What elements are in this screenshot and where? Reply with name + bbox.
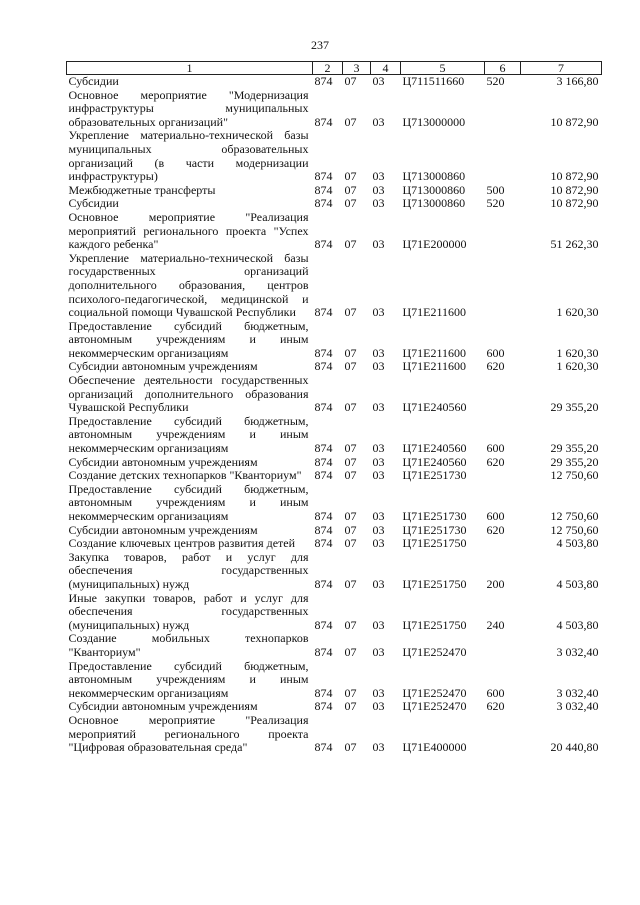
table-row (67, 252, 602, 320)
row-ministry-cell: 874 (314, 182, 333, 197)
row-ministry-cell: 874 (314, 509, 333, 523)
row-section-cell: 07 (344, 74, 357, 88)
column-header-expense-type: 6 (485, 62, 521, 75)
row-subsection-cell: 03 (372, 182, 385, 197)
row-expense-type-cell (485, 537, 521, 551)
row-ministry-cell: 874 (314, 522, 333, 537)
row-subsection-cell: 03 (372, 617, 385, 632)
row-target-item-cell: Ц71Е251750 (402, 536, 467, 551)
row-name-cell: Субсидии (68, 196, 119, 211)
row-amount-cell: 12 750,60 (550, 468, 599, 483)
row-amount-cell: 1 620,30 (556, 345, 599, 360)
row-section-cell: 07 (344, 441, 357, 456)
row-subsection-cell: 03 (372, 114, 385, 129)
table-row (67, 75, 602, 89)
row-amount-cell: 20 440,80 (550, 740, 599, 755)
row-name-cell: Предоставление субсидий бюджетным, автономным учреждениям и иным некоммерческим организациям (68, 318, 309, 360)
row-name-cell: Иные закупки товаров, работ и услуг для обеспечения государственных (муниципальных) нужд (68, 590, 309, 632)
row-section-cell: 07 (344, 576, 357, 591)
table-header (67, 62, 602, 75)
row-target-item-cell: Ц71Е240560 (402, 454, 467, 469)
column-header-section: 3 (343, 62, 371, 75)
row-target-item-cell: Ц71Е240560 (402, 441, 467, 456)
row-name-cell: Основное мероприятие "Модернизация инфраструктуры муниципальных образовательных организаций" (68, 87, 309, 129)
row-amount-cell: 10 872,90 (550, 182, 599, 197)
table-row (67, 374, 602, 415)
row-ministry-cell: 874 (314, 169, 333, 184)
row-name-cell: Субсидии автономным учреждениям (68, 454, 258, 469)
row-subsection-cell: 03 (372, 576, 385, 591)
row-name-cell: Предоставление субсидий бюджетным, автономным учреждениям и иным некоммерческим организациям (68, 658, 309, 700)
row-ministry-cell: 874 (314, 685, 333, 700)
row-section-cell: 07 (344, 685, 357, 700)
row-ministry-cell: 874 (314, 468, 333, 483)
column-header-amount: 7 (521, 62, 602, 75)
row-subsection-cell: 03 (372, 454, 385, 469)
row-section-cell: 07 (344, 740, 357, 755)
row-ministry-cell: 874 (314, 740, 333, 755)
row-expense-type-cell: 620 (486, 699, 505, 714)
table-body (67, 75, 602, 755)
row-name-cell: Создание детских технопарков "Кванториум" (68, 468, 302, 483)
table-row (67, 184, 602, 198)
column-header-name: 1 (67, 62, 313, 75)
column-header-ministry: 2 (313, 62, 343, 75)
row-expense-type-cell: 620 (486, 454, 505, 469)
budget-table (66, 61, 602, 755)
row-section-cell: 07 (344, 305, 357, 320)
row-ministry-cell: 874 (314, 114, 333, 129)
row-section-cell: 07 (344, 699, 357, 714)
row-target-item-cell: Ц71Е251750 (402, 576, 467, 591)
row-subsection-cell: 03 (372, 522, 385, 537)
row-expense-type-cell: 600 (486, 345, 505, 360)
row-target-item-cell: Ц71Е251750 (402, 617, 467, 632)
row-section-cell: 07 (344, 400, 357, 415)
row-name-cell: Создание ключевых центров развития детей (68, 536, 296, 551)
row-ministry-cell: 874 (314, 699, 333, 714)
table-row (67, 89, 602, 130)
row-expense-type-cell (485, 632, 521, 659)
row-section-cell: 07 (344, 454, 357, 469)
table-row (67, 456, 602, 470)
row-section-cell: 07 (344, 182, 357, 197)
row-ministry-cell: 874 (314, 359, 333, 374)
row-target-item-cell: Ц711511660 (402, 74, 465, 88)
table-row (67, 360, 602, 374)
row-target-item-cell: Ц71Е251730 (402, 522, 467, 537)
header-row (67, 62, 602, 75)
row-ministry-cell: 874 (314, 441, 333, 456)
table-row (67, 483, 602, 524)
row-name-cell: Предоставление субсидий бюджетным, автономным учреждениям и иным некоммерческим организациям (68, 481, 309, 523)
row-amount-cell: 10 872,90 (550, 196, 599, 211)
row-subsection-cell: 03 (372, 441, 385, 456)
row-ministry-cell: 874 (314, 345, 333, 360)
row-subsection-cell: 03 (372, 196, 385, 211)
row-expense-type-cell (485, 252, 521, 320)
row-amount-cell: 29 355,20 (550, 400, 599, 415)
row-ministry-cell: 874 (314, 305, 333, 320)
row-amount-cell: 4 503,80 (556, 536, 599, 551)
row-subsection-cell: 03 (372, 305, 385, 320)
row-section-cell: 07 (344, 536, 357, 551)
row-expense-type-cell (485, 469, 521, 483)
row-expense-type-cell: 520 (486, 74, 505, 88)
row-name-cell: Укрепление материально-технической базы муниципальных образовательных организаций (в части модернизации инфраструктуры) (68, 128, 309, 184)
row-section-cell: 07 (344, 617, 357, 632)
row-ministry-cell: 874 (314, 644, 333, 659)
row-target-item-cell: Ц71Е252470 (402, 644, 467, 659)
row-subsection-cell: 03 (372, 237, 385, 252)
row-target-item-cell: Ц71Е251730 (402, 468, 467, 483)
row-section-cell: 07 (344, 114, 357, 129)
row-amount-cell: 29 355,20 (550, 441, 599, 456)
table-row (67, 197, 602, 211)
row-ministry-cell: 874 (314, 576, 333, 591)
table-row (67, 537, 602, 551)
row-expense-type-cell (485, 89, 521, 130)
row-target-item-cell: Ц71Е200000 (402, 237, 467, 252)
row-amount-cell: 3 032,40 (556, 685, 599, 700)
row-target-item-cell: Ц71Е211600 (402, 359, 467, 374)
row-amount-cell: 1 620,30 (556, 305, 599, 320)
column-header-target-item: 5 (401, 62, 485, 75)
row-expense-type-cell: 240 (486, 617, 505, 632)
row-name-cell: Субсидии автономным учреждениям (68, 522, 258, 537)
table-row (67, 632, 602, 659)
row-target-item-cell: Ц713000000 (402, 114, 466, 129)
row-ministry-cell: 874 (314, 617, 333, 632)
row-ministry-cell: 874 (314, 536, 333, 551)
row-name-cell: Основное мероприятие "Реализация мероприятий регионального проекта "Успех каждого ребенка" (68, 209, 309, 252)
row-name-cell: Субсидии автономным учреждениям (68, 359, 258, 374)
row-expense-type-cell: 200 (486, 576, 505, 591)
row-name-cell: Основное мероприятие "Реализация мероприятий регионального проекта "Цифровая образовательная среда" (68, 712, 309, 755)
row-expense-type-cell: 600 (486, 509, 505, 523)
row-ministry-cell: 874 (314, 74, 333, 88)
row-expense-type-cell: 520 (486, 196, 505, 211)
table-row (67, 469, 602, 483)
row-target-item-cell: Ц71Е252470 (402, 699, 467, 714)
row-section-cell: 07 (344, 509, 357, 523)
row-section-cell: 07 (344, 359, 357, 374)
row-subsection-cell: 03 (372, 468, 385, 483)
row-subsection-cell: 03 (372, 536, 385, 551)
row-name-cell: Предоставление субсидий бюджетным, автономным учреждениям и иным некоммерческим организациям (68, 413, 309, 456)
row-amount-cell: 29 355,20 (550, 454, 599, 469)
row-section-cell: 07 (344, 196, 357, 211)
row-name-cell: Обеспечение деятельности государственных организаций дополнительного образования Чувашской Республики (68, 373, 309, 415)
row-amount-cell: 51 262,30 (550, 237, 599, 252)
row-expense-type-cell: 620 (486, 522, 505, 537)
row-subsection-cell: 03 (372, 400, 385, 415)
row-amount-cell: 10 872,90 (550, 114, 599, 129)
table-row (67, 320, 602, 361)
row-section-cell: 07 (344, 468, 357, 483)
row-amount-cell: 4 503,80 (556, 617, 599, 632)
row-name-cell: Укрепление материально-технической базы государственных организаций дополнительного образования, центров психолого-педагогической, медицинской и социальной помощи Чувашской Республики (68, 250, 309, 320)
row-subsection-cell: 03 (372, 169, 385, 184)
row-target-item-cell: Ц71Е252470 (402, 685, 467, 700)
row-expense-type-cell: 600 (486, 685, 505, 700)
table-row (67, 700, 602, 714)
row-section-cell: 07 (344, 522, 357, 537)
table-row (67, 592, 602, 633)
row-expense-type-cell: 500 (486, 182, 505, 197)
table-row (67, 129, 602, 183)
row-section-cell: 07 (344, 644, 357, 659)
row-subsection-cell: 03 (372, 644, 385, 659)
row-target-item-cell: Ц71Е400000 (402, 740, 467, 755)
row-section-cell: 07 (344, 169, 357, 184)
row-expense-type-cell (485, 211, 521, 252)
row-ministry-cell: 874 (314, 400, 333, 415)
row-name-cell: Межбюджетные трансферты (68, 182, 216, 197)
row-amount-cell: 3 166,80 (556, 74, 599, 88)
row-ministry-cell: 874 (314, 454, 333, 469)
row-name-cell: Субсидии автономным учреждениям (68, 699, 258, 714)
table-row (67, 415, 602, 456)
row-target-item-cell: Ц713000860 (402, 196, 466, 211)
row-expense-type-cell (485, 129, 521, 183)
row-amount-cell: 3 032,40 (556, 644, 599, 659)
table-row (67, 211, 602, 252)
row-subsection-cell: 03 (372, 345, 385, 360)
table-row (67, 551, 602, 592)
row-target-item-cell: Ц71Е211600 (402, 305, 467, 320)
row-subsection-cell: 03 (372, 740, 385, 755)
row-amount-cell: 4 503,80 (556, 576, 599, 591)
row-target-item-cell: Ц71Е240560 (402, 400, 467, 415)
page-number: 237 (311, 38, 329, 52)
row-amount-cell: 10 872,90 (550, 169, 599, 184)
row-target-item-cell: Ц71Е251730 (402, 509, 467, 523)
row-amount-cell: 1 620,30 (556, 359, 599, 374)
table-row (67, 714, 602, 755)
row-expense-type-cell: 600 (486, 441, 505, 456)
row-subsection-cell: 03 (372, 699, 385, 714)
row-target-item-cell: Ц71Е211600 (402, 345, 467, 360)
row-target-item-cell: Ц713000860 (402, 182, 466, 197)
row-target-item-cell: Ц713000860 (402, 169, 466, 184)
table-row (67, 660, 602, 701)
row-expense-type-cell: 620 (486, 359, 505, 374)
row-section-cell: 07 (344, 345, 357, 360)
column-header-subsection: 4 (371, 62, 401, 75)
row-name-cell: Закупка товаров, работ и услуг для обеспечения государственных (муниципальных) нужд (68, 549, 309, 591)
row-section-cell: 07 (344, 237, 357, 252)
table-row (67, 524, 602, 538)
row-amount-cell: 12 750,60 (550, 522, 599, 537)
row-amount-cell: 12 750,60 (550, 509, 599, 523)
row-name-cell: Субсидии (68, 74, 119, 88)
row-expense-type-cell (485, 374, 521, 415)
row-ministry-cell: 874 (314, 196, 333, 211)
row-subsection-cell: 03 (372, 509, 385, 523)
row-subsection-cell: 03 (372, 359, 385, 374)
row-amount-cell: 3 032,40 (556, 699, 599, 714)
row-ministry-cell: 874 (314, 237, 333, 252)
row-subsection-cell: 03 (372, 74, 385, 88)
row-expense-type-cell (485, 714, 521, 755)
row-subsection-cell: 03 (372, 685, 385, 700)
row-name-cell: Создание мобильных технопарков "Кванториум" (68, 631, 309, 659)
